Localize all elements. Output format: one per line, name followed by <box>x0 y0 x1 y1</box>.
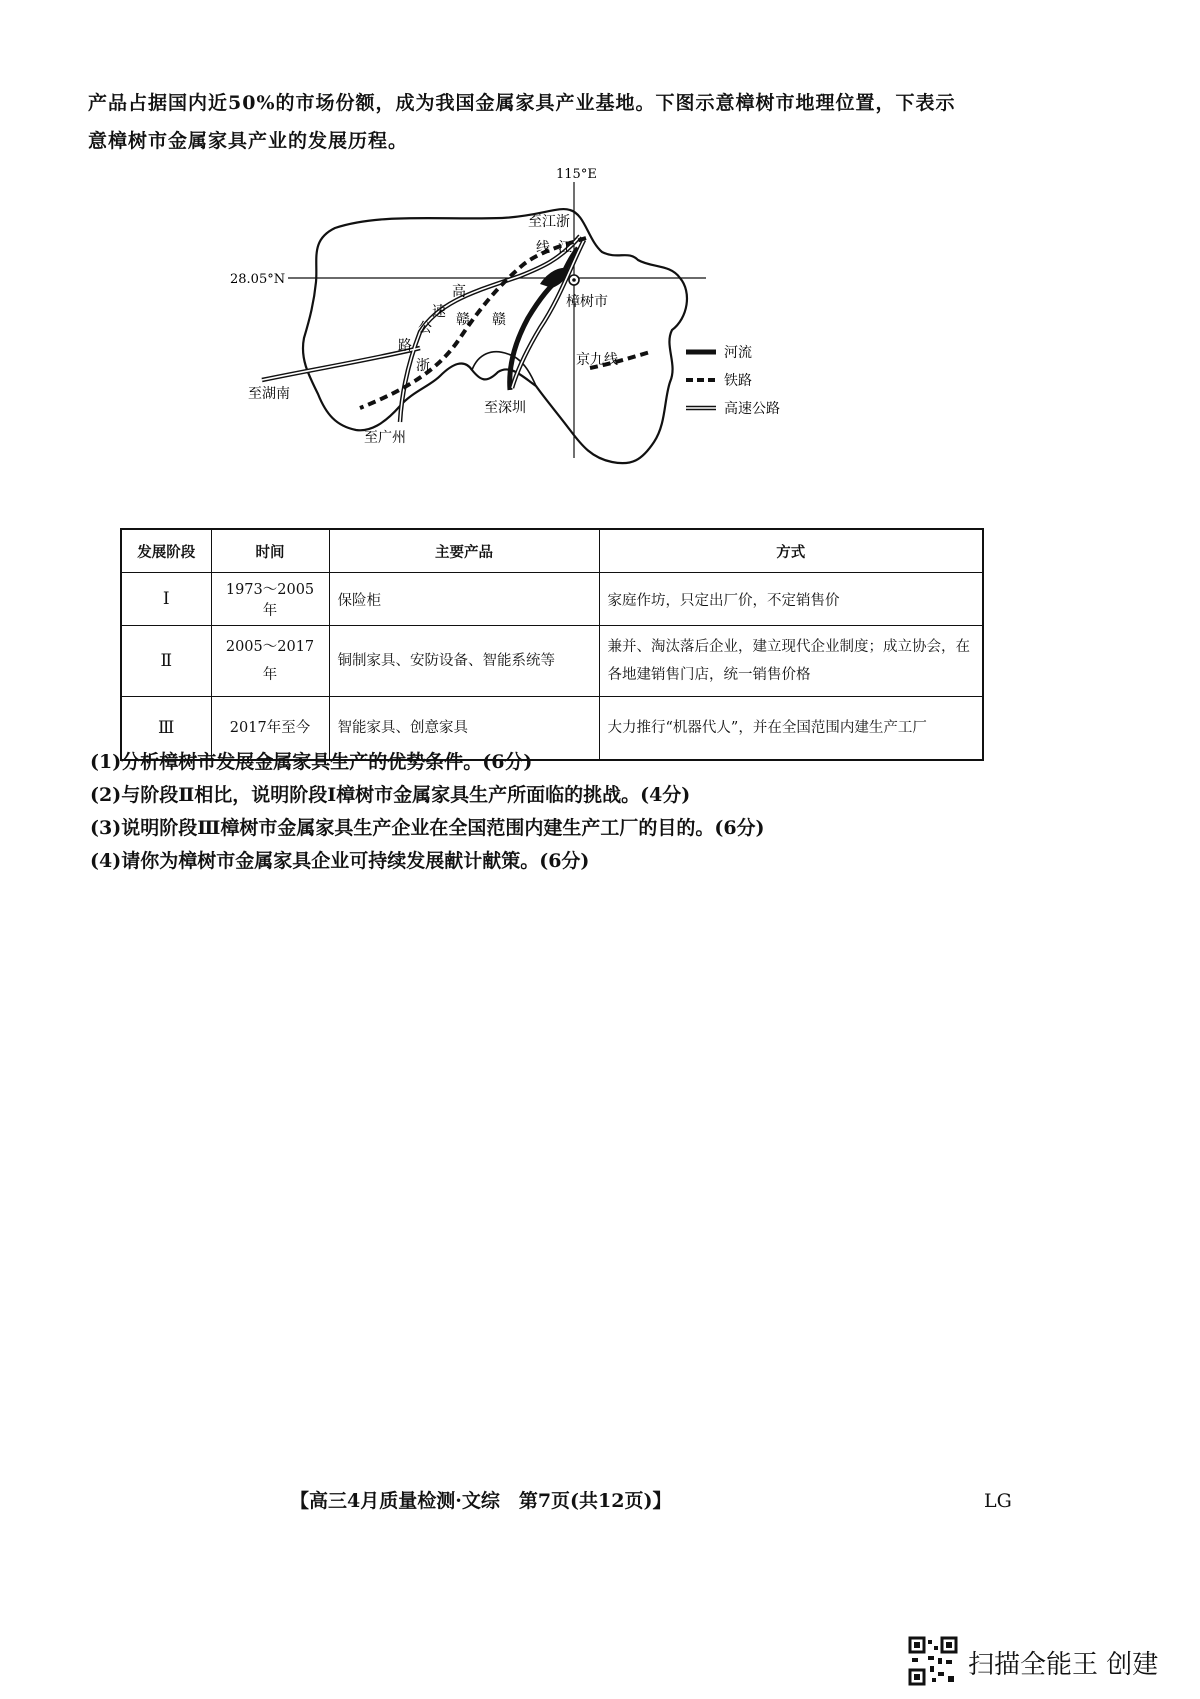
rail-label-gan2: 赣 <box>492 312 506 328</box>
rail-label-jiang: 江 <box>558 240 572 256</box>
question-1: (1)分析樟树市发展金属家具生产的优势条件。(6分) <box>90 751 533 773</box>
rail-label-zhe: 浙 <box>416 358 430 374</box>
to-hunan-label: 至湖南 <box>248 386 290 402</box>
mode-cell: 大力推行“机器代人”，并在全国范围内建生产工厂 <box>599 697 983 761</box>
highway-char-4: 路 <box>398 338 412 354</box>
development-table <box>120 528 984 761</box>
header-stage: 发展阶段 <box>121 529 211 573</box>
stage-cell: Ⅰ <box>121 573 211 626</box>
mode-cell: 兼并、淘汰落后企业，建立现代企业制度；成立协会，在各地建销售门店，统一销售价格 <box>599 626 983 697</box>
rail-label-xian: 线 <box>536 240 550 256</box>
question-3: (3)说明阶段Ⅲ樟树市金属家具生产企业在全国范围内建生产工厂的目的。(6分) <box>90 817 765 839</box>
mode-cell: 家庭作坊，只定出厂价，不定销售价 <box>599 573 983 626</box>
question-list <box>90 746 765 878</box>
legend-railway-label: 铁路 <box>724 373 752 389</box>
question-2: (2)与阶段Ⅱ相比，说明阶段Ⅰ樟树市金属家具生产所面临的挑战。(4分) <box>90 784 691 806</box>
header-product: 主要产品 <box>329 529 599 573</box>
table-row <box>121 626 983 697</box>
legend-highway-label: 高速公路 <box>724 401 780 417</box>
time-cell: 1973～2005年 <box>211 573 329 626</box>
intro-line-2: 意樟树市金属家具产业的发展历程。 <box>88 130 409 152</box>
time-cell: 2005～2017年 <box>211 626 329 697</box>
product-cell: 保险柜 <box>329 573 599 626</box>
to-jiangzhe-label: 至江浙 <box>528 214 570 230</box>
stage-cell: Ⅱ <box>121 626 211 697</box>
qr-code-icon <box>908 1636 958 1686</box>
header-time: 时间 <box>211 529 329 573</box>
jingjiu-label: 京九线 <box>576 352 618 368</box>
table-row <box>121 573 983 626</box>
scanner-watermark: 扫描全能王 创建 <box>968 1650 1159 1680</box>
highway-char-3: 公 <box>418 320 432 336</box>
latitude-label: 28.05°N <box>230 272 286 287</box>
time-cell: 2017年至今 <box>211 697 329 761</box>
paper-code: LG <box>984 1490 1012 1512</box>
highway-char-2: 速 <box>432 304 446 320</box>
table-header-row <box>121 529 983 573</box>
product-cell: 铜制家具、安防设备、智能系统等 <box>329 626 599 697</box>
to-shenzhen-label: 至深圳 <box>484 400 526 416</box>
intro-paragraph <box>88 84 1048 160</box>
rail-label-gan: 赣 <box>456 312 470 328</box>
stage-cell: Ⅲ <box>121 697 211 761</box>
longitude-label: 115°E <box>556 167 597 182</box>
product-cell: 智能家具、创意家具 <box>329 697 599 761</box>
intro-line-1: 产品占据国内近50%的市场份额，成为我国金属家具产业基地。下图示意樟树市地理位置，下表示 <box>88 92 956 114</box>
location-map <box>230 167 860 508</box>
railway-ganzhe <box>360 238 586 408</box>
page-footer: 【高三4月质量检测·文综 第7页(共12页)】 <box>290 1490 672 1512</box>
highway-char-1: 高 <box>452 284 466 300</box>
region-outline <box>303 209 687 463</box>
question-4: (4)请你为樟树市金属家具企业可持续发展献计献策。(6分) <box>90 850 590 872</box>
header-mode: 方式 <box>599 529 983 573</box>
city-label: 樟树市 <box>566 294 608 310</box>
legend-river-label: 河流 <box>724 345 752 361</box>
to-guangzhou-label: 至广州 <box>364 430 406 446</box>
